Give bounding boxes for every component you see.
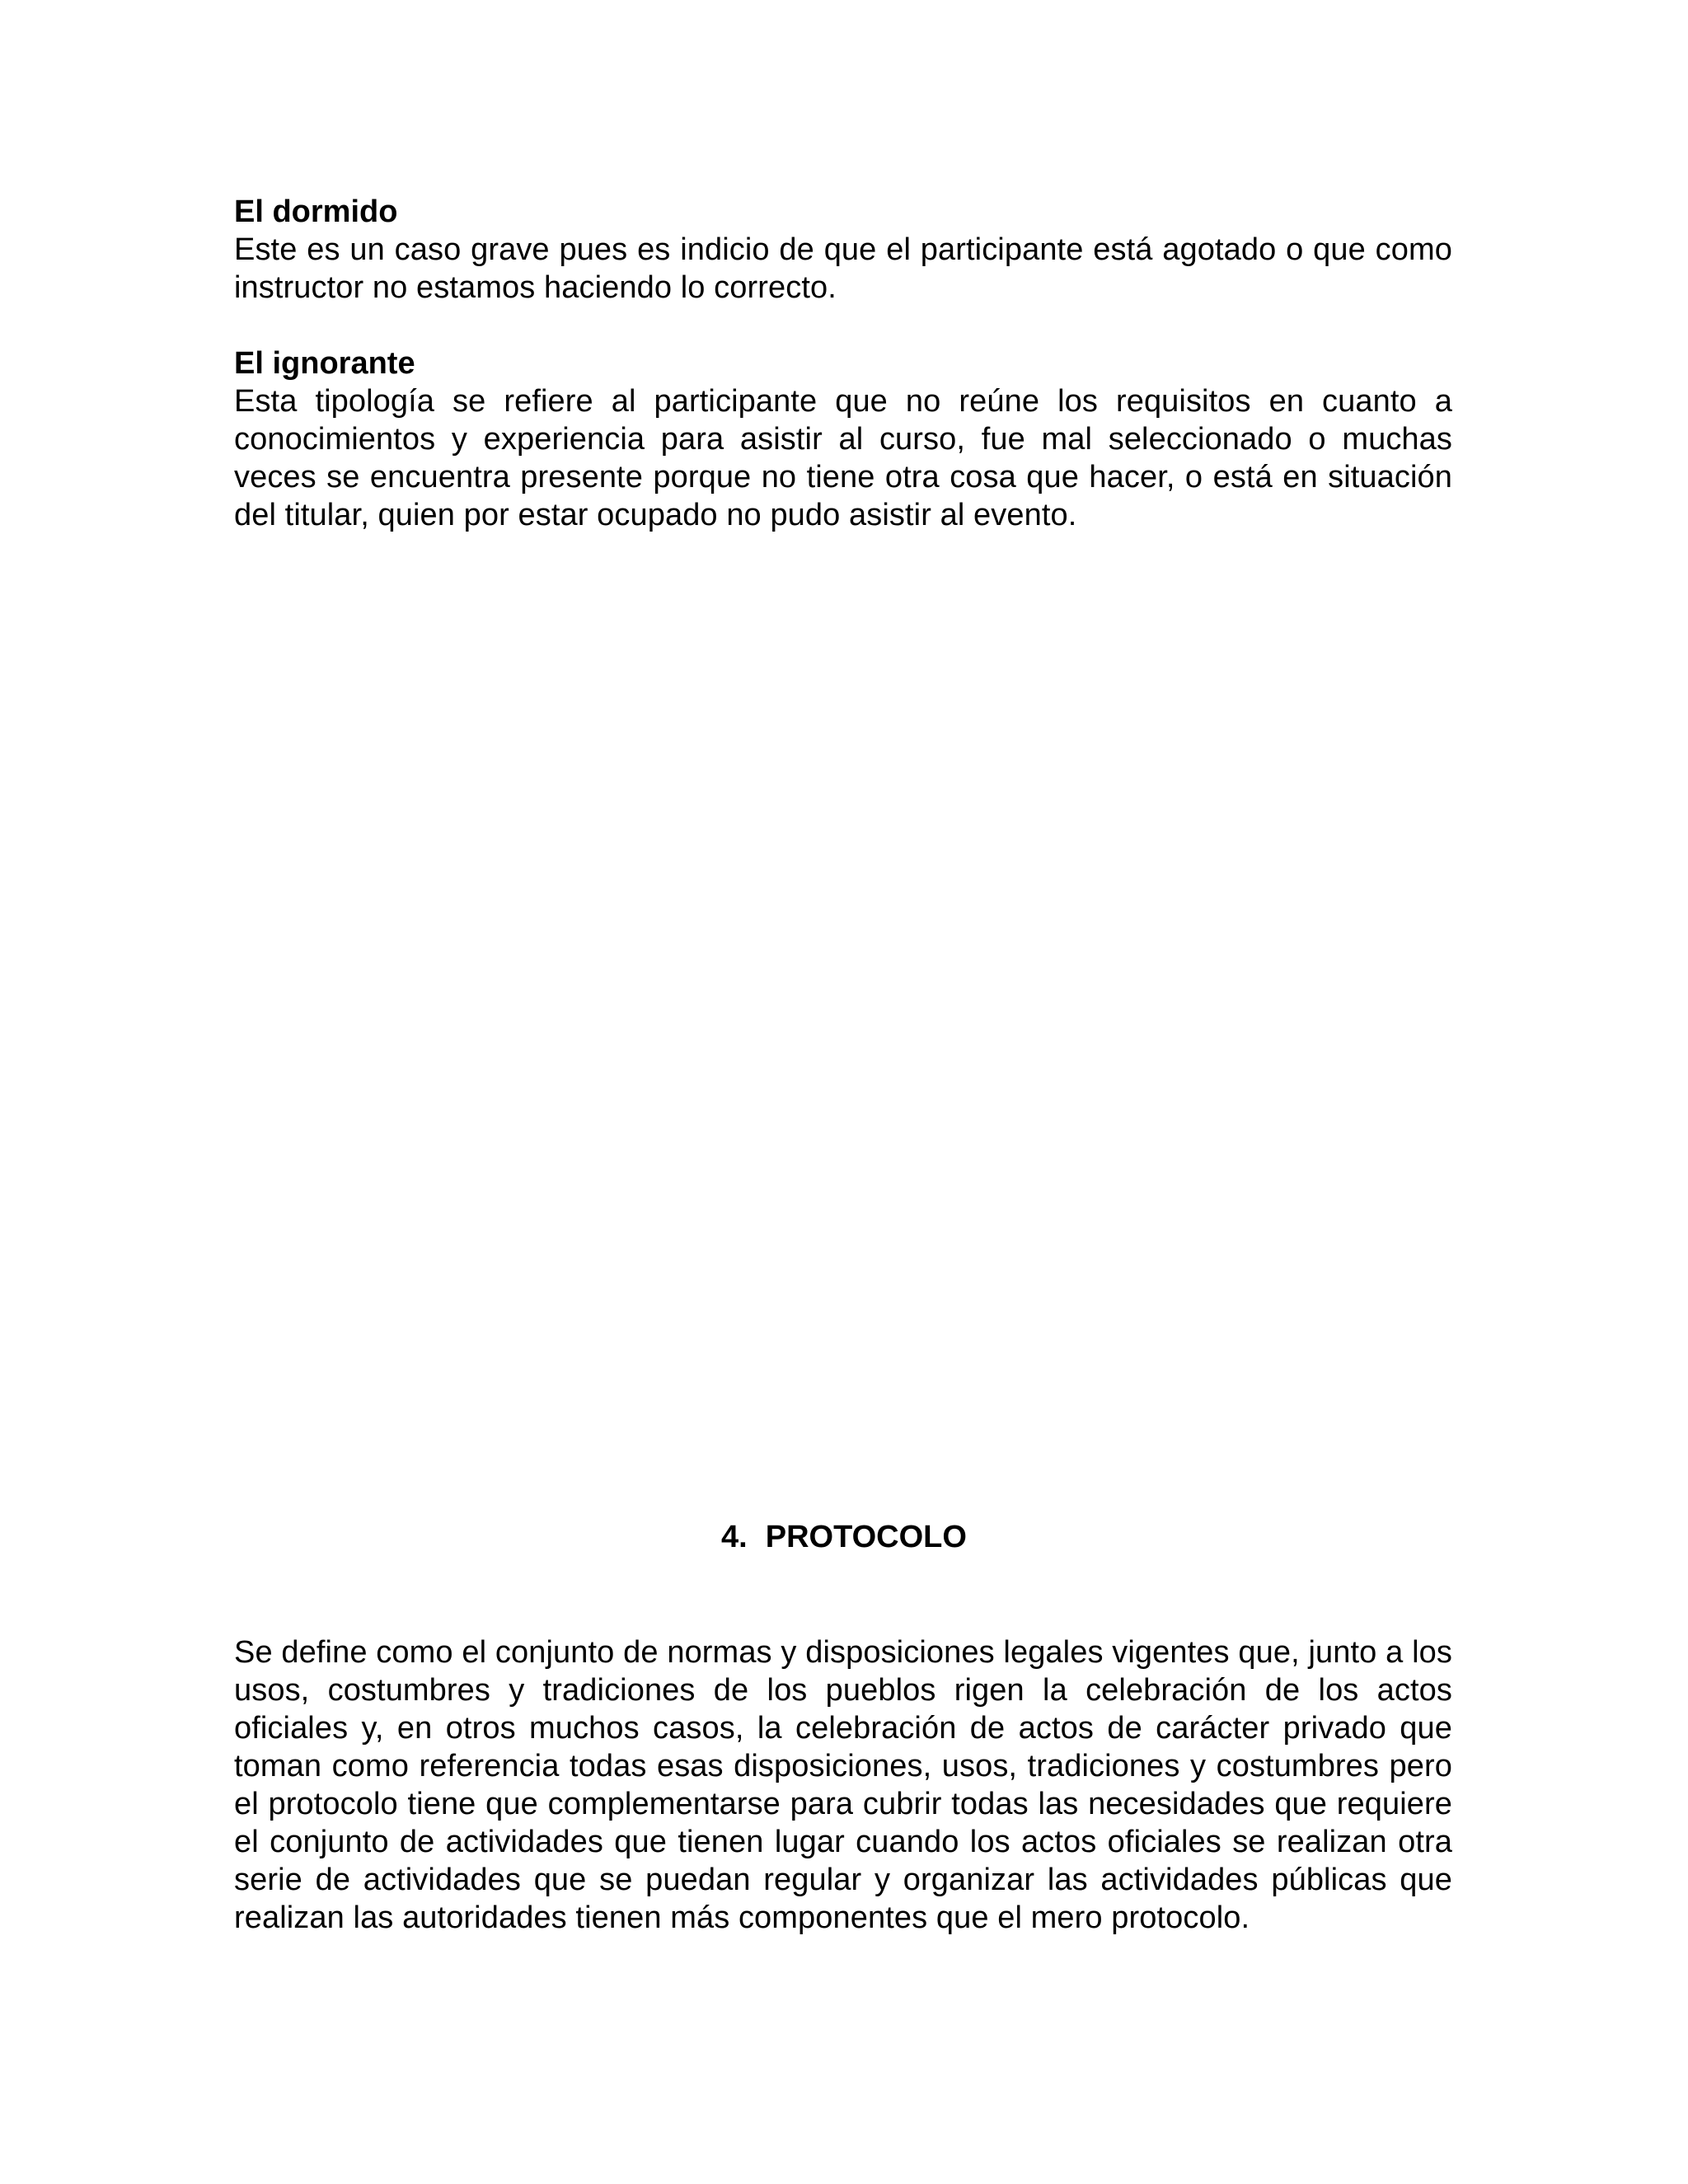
section-el-ignorante <box>234 344 1452 534</box>
section-heading: El ignorante <box>234 346 415 381</box>
section-el-dormido <box>234 193 1452 307</box>
chapter-paragraph: Se define como el conjunto de normas y disposiciones legales vigentes que, junto a los usos, costumbres y tradiciones de los pueblos rigen la celebración de los actos oficiales y, en otros muchos casos, la celebración de actos de carácter privado que toman como referencia todas esas disposiciones, usos, tradiciones y costumbres pero el protocolo tiene que complementarse para cubrir todas las necesidades que requiere el conjunto de actividades que tienen lugar cuando los actos oficiales se realizan otra serie de actividades que se puedan regular y organizar las actividades públicas que realizan las autoridades tienen más componentes que el mero protocolo. <box>234 1635 1452 1935</box>
chapter-body <box>234 1633 1452 1937</box>
section-paragraph: Esta tipología se refiere al participante que no reúne los requisitos en cuanto a conocimientos y experiencia para asistir al curso, fue mal seleccionado o muchas veces se encuentra presente porque no tiene otra cosa que hacer, o está en situación del titular, quien por estar ocupado no pudo asistir al evento. <box>234 384 1452 532</box>
chapter-title <box>0 1518 1688 1556</box>
chapter-number: 4. <box>721 1520 748 1554</box>
section-heading: El dormido <box>234 194 398 229</box>
chapter-title-text: PROTOCOLO <box>765 1520 967 1554</box>
section-paragraph: Este es un caso grave pues es indicio de que el participante está agotado o que como instructor no estamos haciendo lo correcto. <box>234 232 1452 305</box>
